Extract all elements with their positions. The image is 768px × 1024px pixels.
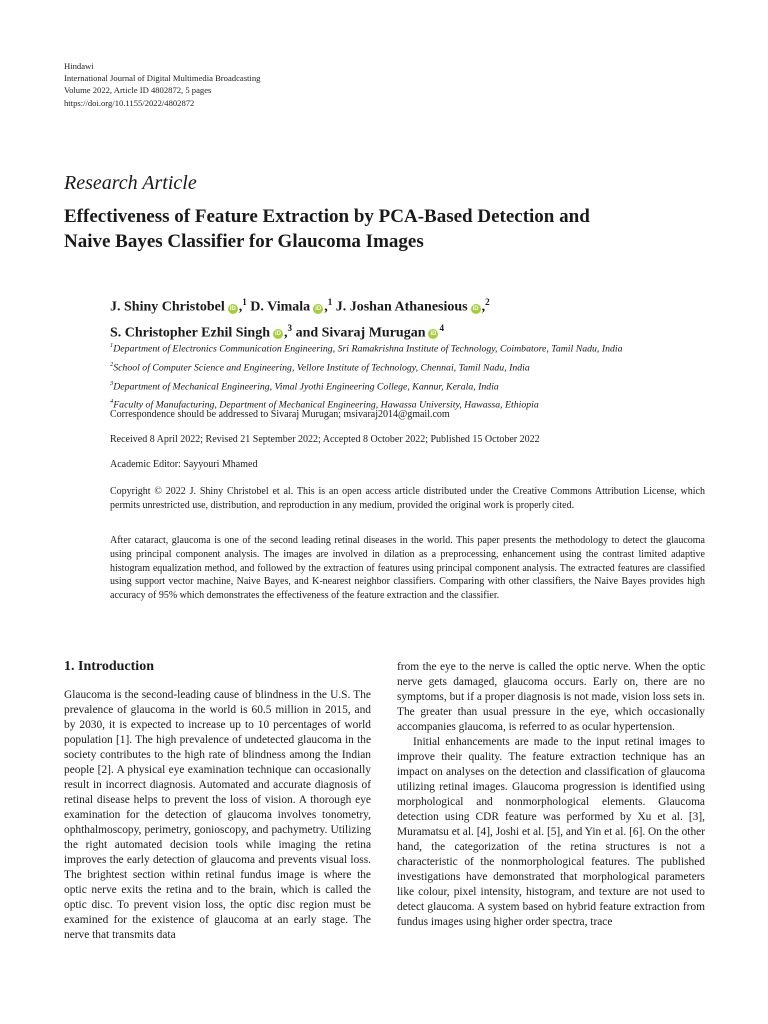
affiliation-number: 1: [110, 342, 114, 349]
section-heading: 1. Introduction: [64, 659, 154, 674]
article-type: Research Article: [64, 172, 197, 194]
paragraph: Glaucoma is the second-leading cause of blindness in the U.S. The prevalence of glaucoma in the world is 60.5 million in 2015, and by 2030, it is expected to increase up to 10 percentages of world population [1]. The high prevalence of undetected glaucoma in the society contributes to the high rate of blindness among the Indian people [2]. A physical eye examination technique can occasionally result in incorrect diagnosis. Automated and accurate diagnosis of retinal disease helps to prevent the loss of vision. A thorough eye examination for the detection of glaucoma involves tonometry, ophthalmoscopy, perimetry, gonioscopy, and pachymetry. Utilizing the right automated decision tools while imaging the retina improves the early detection of glaucoma and prevents visual loss. The brightest section within retinal fundus image is where the optic nerve exits the retina and to the brain, which is called the optic disc. To prevent vision loss, the optic disc region must be examined for the existence of glaucoma at an early stage. The nerve that transmits data: [64, 689, 371, 941]
author-name[interactable]: J. Joshan Athanesious: [335, 299, 468, 315]
orcid-icon[interactable]: iD: [275, 331, 282, 338]
academic-editor: Academic Editor: Sayyouri Mhamed: [110, 459, 258, 470]
affiliation-text: Faculty of Manufacturing, Department of Mechanical Engineering, Hawassa University, Hawassa, Ethiopia: [113, 399, 539, 411]
body-column-left: [64, 688, 371, 943]
author-name[interactable]: D. Vimala: [250, 299, 311, 315]
volume-info: Volume 2022, Article ID 4802872, 5 pages: [64, 85, 212, 96]
author-name[interactable]: Sivaraj Murugan: [321, 325, 426, 341]
title-line-1: Effectiveness of Feature Extraction by PCA-Based Detection and: [64, 206, 590, 227]
author-affiliation-ref: 4: [439, 322, 445, 333]
author-name[interactable]: J. Shiny Christobel: [110, 299, 225, 315]
affiliation-item: [110, 376, 623, 395]
author-affiliation-ref: 1: [242, 297, 247, 307]
affiliation-number: 2: [110, 360, 114, 368]
affiliation-item: [110, 357, 623, 376]
abstract: After cataract, glaucoma is one of the second leading retinal diseases in the world. This paper presents the methodology to detect the glaucoma using principal component analysis. The images are involved in dilation as a preprocessing, enhancement using the contrast limited adaptive histogram equalization method, and followed by the extraction of features using principal component analysis. The extracted features are classified using support vector machine, Naive Bayes, and K-nearest neighbor classifiers. Comparing with other classifiers, the Naive Bayes provides high accuracy of 95% which demonstrates the effectiveness of the feature extraction and the classifier.: [110, 535, 705, 602]
orcid-icon[interactable]: iD: [315, 305, 322, 312]
affiliation-item: [110, 338, 623, 357]
publisher-name: Hindawi: [64, 61, 94, 71]
paper-title: [64, 204, 714, 254]
correspondence: Correspondence should be addressed to Sivaraj Murugan; msivaraj2014@gmail.com: [110, 409, 450, 420]
orcid-icon[interactable]: iD: [229, 305, 236, 312]
title-line-2: Naive Bayes Classifier for Glaucoma Images: [64, 231, 424, 252]
orcid-icon[interactable]: iD: [430, 331, 437, 338]
journal-name: International Journal of Digital Multimedia Broadcasting: [64, 73, 261, 84]
publication-dates: Received 8 April 2022; Revised 21 September 2022; Accepted 8 October 2022; Published 15 October 2022: [110, 434, 540, 445]
author-affiliation-ref: 2: [485, 297, 490, 307]
affiliation-number: 3: [110, 379, 114, 387]
doi-link[interactable]: https://doi.org/10.1155/2022/4802872: [64, 97, 195, 108]
affiliation-number: 4: [110, 398, 114, 406]
journal-meta: [64, 60, 260, 109]
affiliation-list: [110, 338, 623, 413]
affiliation-text: School of Computer Science and Engineering, Vellore Institute of Technology, Chennai, Tamil Nadu, India: [113, 362, 530, 374]
author-affiliation-ref: 1: [327, 297, 333, 307]
author-list: [110, 292, 730, 343]
author-line-1: J. Shiny Christobel iD ,$^1$ D. Vimala iD ,$^1$ J. Joshan Athanesious iD ,$^2$: [110, 297, 490, 315]
copyright-notice: Copyright © 2022 J. Shiny Christobel et al. This is an open access article distributed under the Creative Commons Attribution License, which permits unrestricted use, distribution, and reproduction in any medium, provided the original work is properly cited.: [110, 486, 705, 511]
author-line-2: S. Christopher Ezhil Singh iD ,$^3$ and Sivaraj Murugan $iD^4$: [110, 322, 445, 341]
body-column-right: [397, 660, 705, 930]
paragraph: Initial enhancements are made to the input retinal images to improve their quality. The feature extraction technique has an impact on analyses on the detection and classification of glaucoma utilizing retinal images. Glaucoma progression is identified using morphological and nonmorphological elements. Glaucoma detection using CDR feature was performed by Xu et al. [3], Muramatsu et al. [4], Joshi et al. [5], and Yin et al. [6]. On the other hand, the categorization of the retina structures is not a characteristic of the nonmorphological features. The published investigations have demonstrated that morphological parameters like colour, pixel intensity, histogram, and texture are not used to detect glaucoma. A system based on hybrid feature extraction from fundus images using higher order spectra, trace: [397, 736, 705, 928]
affiliation-text: Department of Electronics Communication Engineering, Sri Ramakrishna Institute of Technology, Coimbatore, Tamil Nadu, India: [113, 343, 623, 355]
paragraph: from the eye to the nerve is called the optic nerve. When the optic nerve gets damaged, glaucoma occurs. Early on, there are no symptoms, but if a proper diagnosis is not made, vision loss sets in. The greater than usual pressure in the eye, which occasionally accompanies glaucoma, is referred to as ocular hypertension.: [397, 661, 705, 733]
orcid-icon[interactable]: iD: [472, 305, 479, 312]
author-conjunction: and: [295, 325, 319, 341]
author-name[interactable]: S. Christopher Ezhil Singh: [110, 325, 271, 341]
author-affiliation-ref: 3: [287, 322, 293, 333]
affiliation-text: Department of Mechanical Engineering, Vimal Jyothi Engineering College, Kannur, Kerala, India: [113, 380, 499, 392]
